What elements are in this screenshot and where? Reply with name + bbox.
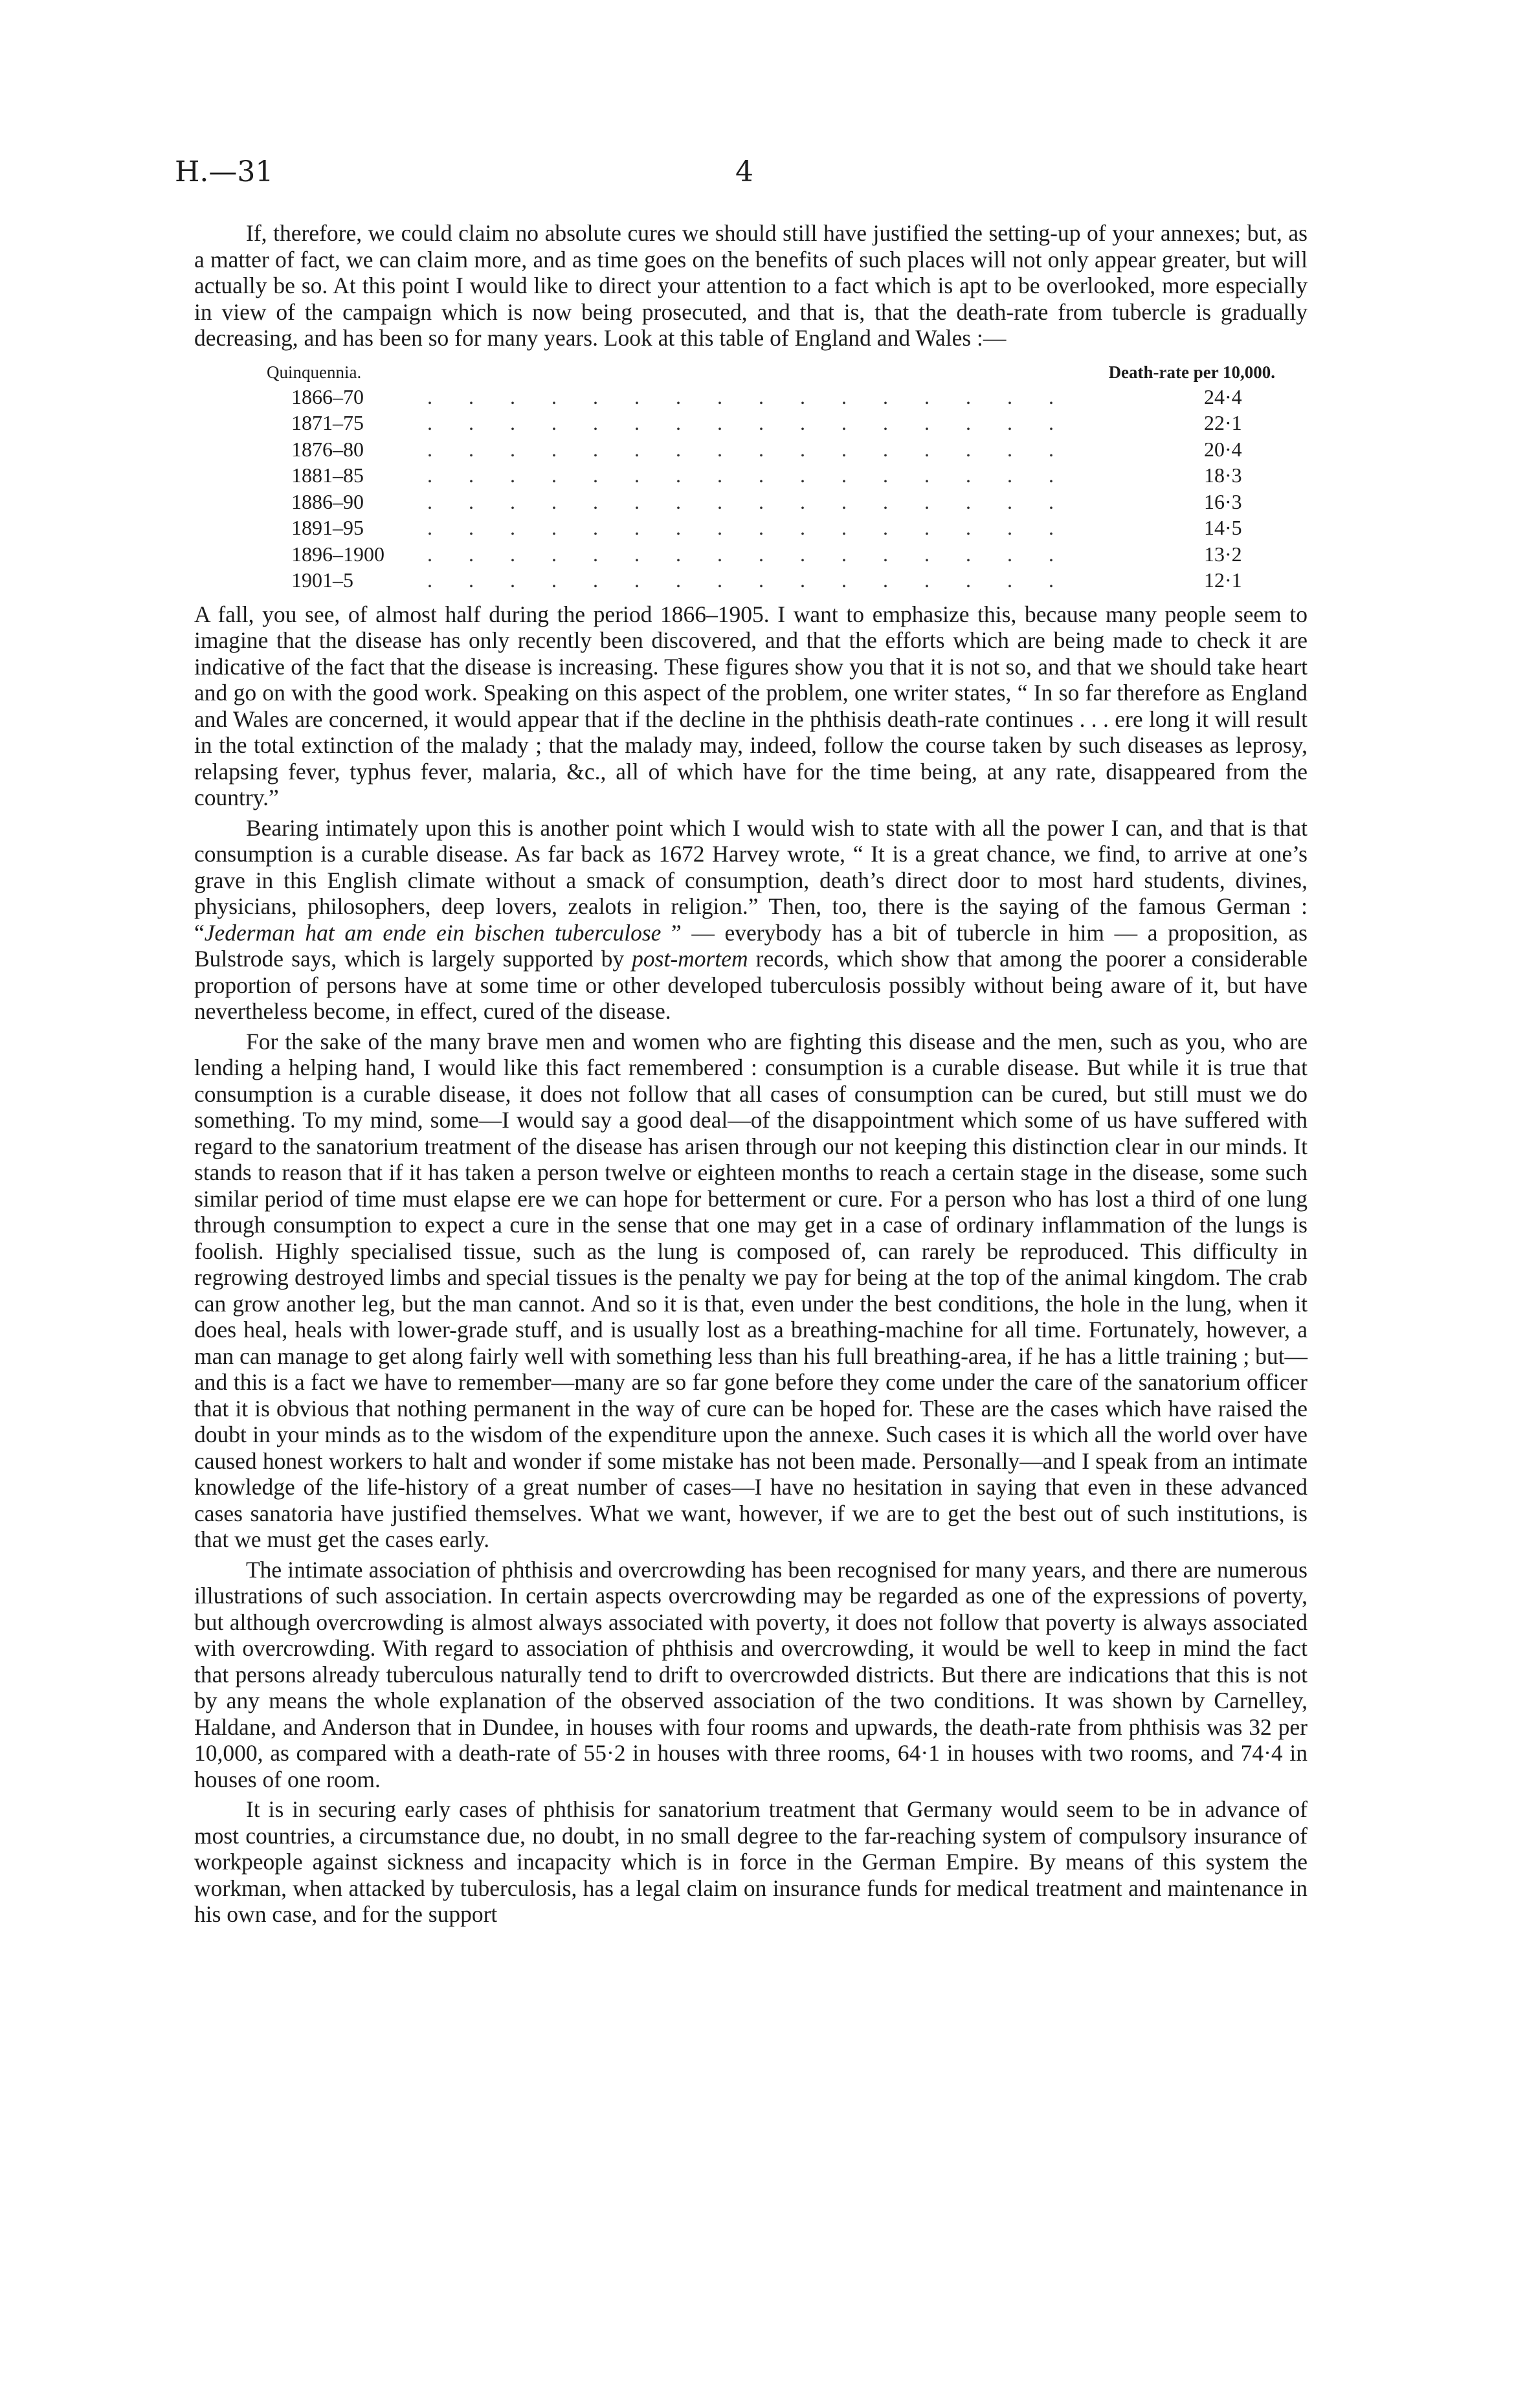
paragraph-bearing [194,815,1308,1025]
table-row [194,489,1308,515]
table-row [194,462,1308,489]
bearing-text-1: Bearing intimately upon this is another point which I would wish to state with all the power I can, and that is that consumption is a curable disease. As far back as 1672 Harvey wrote, “ It is a great chance, we find, to arrive at one’s grave in this English climate without a smack of consumption, death’s direct door to most hard students, divines, physicians, philosophers, deep lovers, zealots in religion.” Then, too, there is the saying of the famous German : “ [194,814,1308,946]
period-cell: 1891–95 [291,516,364,539]
table-header [194,359,1308,384]
dot-leader: . . . . . . . . . . . . . . . . [427,542,1069,566]
period-cell: 1876–80 [291,437,364,461]
column-header-rate: Death-rate per 10,000. [1108,362,1275,382]
post-mortem-term: post-mortem [632,946,748,972]
paragraph-for-the-sake: For the sake of the many brave men and women who are fighting this disease and the men, such as you, who are lending a helping hand, I would like this fact remembered : consumption is a curable disease. But while it is true that consumption is a curable disease, it does not follow that all cases of consumption can be cured, but still must we do something. To my mind, some—I would say a good deal—of the disappointment which some of us have suffered with regard to the sanatorium treatment of the disease has arisen through our not keeping this distinction clear in our minds. It stands to reason that if it has taken a person twelve or eighteen months to reach a certain stage in the disease, some such similar period of time must elapse ere we can hope for betterment or cure. For a person who has lost a third of one lung through consumption to expect a cure in the sense that one may get in a case of ordinary inflammation of the lungs is foolish. Highly specialised tissue, such as the lung is composed of, can rarely be reproduced. This difficulty in regrowing destroyed limbs and special tissues is the penalty we pay for being at the top of the animal kingdom. The crab can grow another leg, but the man cannot. And so it is that, even under the best conditions, the hole in the lung, when it does heal, heals with lower-grade stuff, and is usually lost as a breathing-machine for all time. Fortunately, however, a man can manage to get along fairly well with something less than his full breathing-area, if he has a little training ; but—and this is a fact we have to remember—many are so far gone before they come under the care of the sanatorium officer that it is obvious that nothing permanent in the way of cure can be hoped for. These are the cases which have raised the doubt in your minds as to the wisdom of the expenditure upon the annexe. Such cases it is which all the world over have caused honest workers to halt and wonder if some mistake has not been made. Personally—and I speak from an intimate knowledge of the life-history of a great number of cases—I have no hesitation in saying that even in these advanced cases sanatoria have justified themselves. What we want, however, if we are to get the best out of such institutions, is that we must get the cases early. [194,1028,1308,1552]
rate-cell: 13·2 [1204,542,1242,566]
table-row [194,410,1308,436]
table-row [194,515,1308,541]
period-cell: 1901–5 [291,568,353,592]
table-row [194,384,1308,410]
period-cell: 1896–1900 [291,542,384,566]
dot-leader: . . . . . . . . . . . . . . . . [427,463,1069,487]
rate-cell: 24·4 [1204,385,1242,408]
page-body [194,220,1308,1932]
period-cell: 1886–90 [291,489,364,513]
page-header [175,155,1314,201]
rate-cell: 16·3 [1204,489,1242,513]
dot-leader: . . . . . . . . . . . . . . . . [427,411,1069,434]
rate-cell: 12·1 [1204,568,1242,592]
period-cell: 1881–85 [291,463,364,487]
bearing-text-3: records, which show that among the poorer a considerable proportion of persons have at some time or other developed tuberculosis possibly without being aware of it, but have nevertheless become, in effect, cured of the disease. [194,946,1308,1024]
paragraph-intro: If, therefore, we could claim no absolute cures we should still have justified the setting-up of your annexes; but, as a matter of fact, we can claim more, and as time goes on the benefits of such places will not only appear greater, but will actually be so. At this point I would like to direct your attention to a fact which is apt to be overlooked, more especially in view of the campaign which is now being prosecuted, and that is, that the death-rate from tubercle is gradually decreasing, and has been so for many years. Look at this table of England and Wales :— [194,220,1308,351]
page-number: 4 [735,155,753,188]
table-row [194,567,1308,594]
table-row [194,436,1308,463]
document-reference: H.—31 [175,155,274,188]
table-row [194,541,1308,568]
period-cell: 1866–70 [291,385,364,408]
rate-cell: 18·3 [1204,463,1242,487]
rate-cell: 22·1 [1204,411,1242,434]
paragraph-germany: It is in securing early cases of phthisis for sanatorium treatment that Germany would seem to be in advance of most countries, a circumstance due, no doubt, in no small degree to the far-reaching system of compulsory insurance of workpeople against sickness and incapacity which is in force in the German Empire. By means of this system the workman, when attacked by tuberculosis, has a legal claim on insurance funds for medical treatment and maintenance in his own case, and for the support [194,1796,1308,1927]
paragraph-fall: A fall, you see, of almost half during the period 1866–1905. I want to emphasize this, because many people seem to imagine that the disease has only recently been discovered, and that the efforts which are being made to check it are indicative of the fact that the disease is increasing. These figures show you that it is not so, and that we should take heart and go on with the good work. Speaking on this aspect of the problem, one writer states, “ In so far therefore as England and Wales are concerned, it would appear that if the decline in the phthisis death-rate continues . . . ere long it will result in the total extinction of the malady ; that the malady may, indeed, follow the course taken by such diseases as leprosy, relapsing fever, typhus fever, malaria, &c., all of which have for the time being, at any rate, disappeared from the country.” [194,601,1308,810]
dot-leader: . . . . . . . . . . . . . . . . [427,516,1069,539]
dot-leader: . . . . . . . . . . . . . . . . [427,489,1069,513]
german-saying: Jederman hat am ende ein bischen tuberculose [204,919,662,946]
rate-cell: 20·4 [1204,437,1242,461]
death-rate-table [194,359,1308,594]
rate-cell: 14·5 [1204,516,1242,539]
dot-leader: . . . . . . . . . . . . . . . . [427,437,1069,461]
period-cell: 1871–75 [291,411,364,434]
bearing-text-2: ” — everybody has a bit of tubercle in him — a proposition, as Bulstrode says, which is largely supported by [194,919,1308,972]
paragraph-overcrowding: The intimate association of phthisis and overcrowding has been recognised for many years, and there are numerous illustrations of such association. In certain aspects overcrowding may be regarded as one of the expressions of poverty, but although overcrowding is almost always associated with poverty, it does not follow that poverty is always associated with overcrowding. With regard to association of phthisis and overcrowding, it would be well to keep in mind the fact that persons already tuberculous naturally tend to drift to overcrowded districts. But there are indications that this is not by any means the whole explanation of the observed association of the two conditions. It was shown by Carnelley, Haldane, and Anderson that in Dundee, in houses with four rooms and upwards, the death-rate from phthisis was 32 per 10,000, as compared with a death-rate of 55·2 in houses with three rooms, 64·1 in houses with two rooms, and 74·4 in houses of one room. [194,1556,1308,1792]
column-header-period: Quinquennia. [267,362,362,382]
dot-leader: . . . . . . . . . . . . . . . . [427,385,1069,408]
dot-leader: . . . . . . . . . . . . . . . . [427,568,1069,592]
